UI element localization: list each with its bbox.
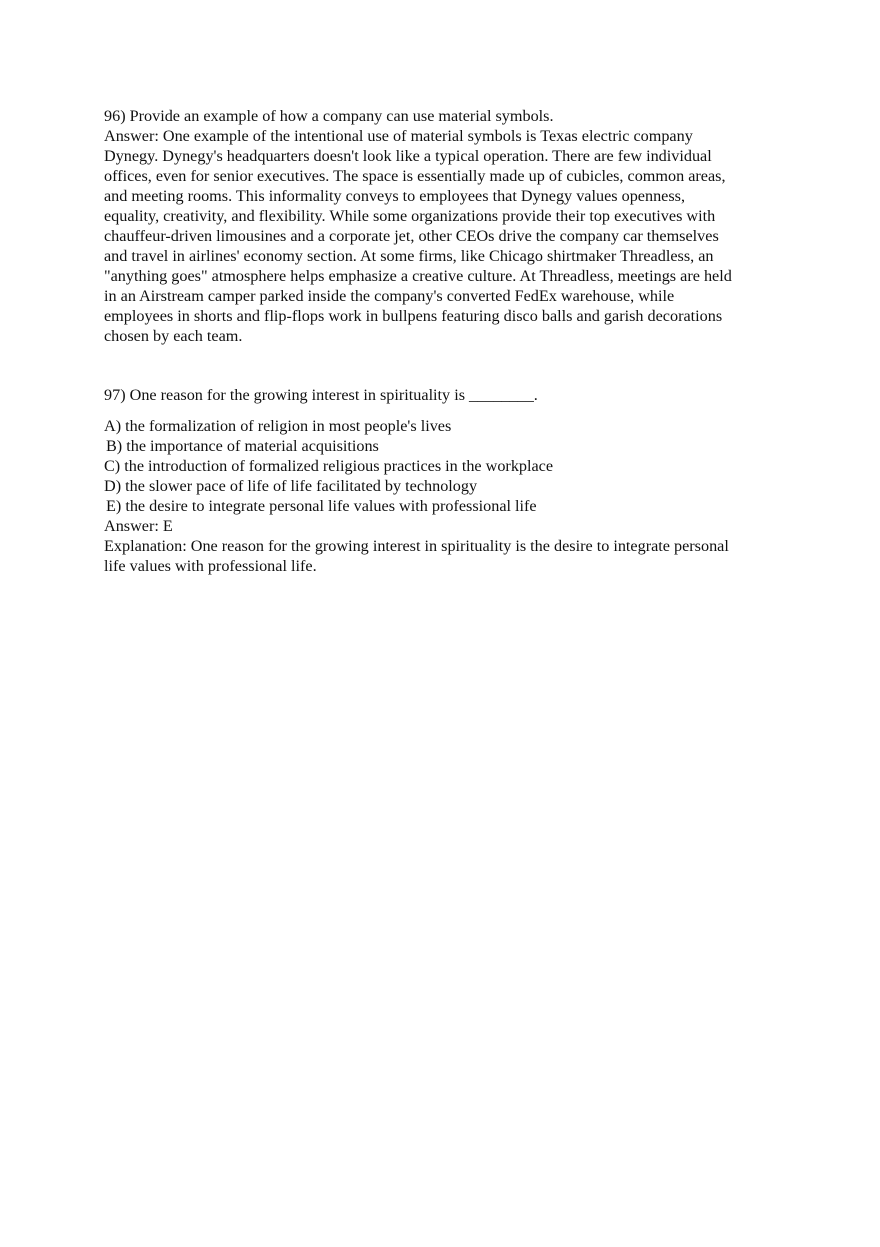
answer-96-line: offices, even for senior executives. The space is essentially made up of cubicles, common areas, [104,167,726,185]
answer-96-line: chauffeur-driven limousines and a corporate jet, other CEOs drive the company car themselves [104,227,719,245]
answer-96-line: "anything goes" atmosphere helps emphasize a creative culture. At Threadless, meetings are held [104,267,732,285]
explanation-97-line: Explanation: One reason for the growing interest in spirituality is the desire to integrate personal [104,537,729,555]
question-96-text: 96) Provide an example of how a company can use material symbols. [104,107,554,125]
choice-e: E) the desire to integrate personal life values with professional life [106,497,537,515]
answer-96-line: and travel in airlines' economy section. At some firms, like Chicago shirtmaker Threadless, an [104,247,714,265]
choice-c: C) the introduction of formalized religious practices in the workplace [104,457,554,475]
question-97-choices [104,416,794,576]
choice-b: B) the importance of material acquisitions [106,437,379,455]
answer-96-line: Dynegy. Dynegy's headquarters doesn't look like a typical operation. There are few individual [104,147,712,165]
answer-97: Answer: E [104,517,173,535]
choice-d: D) the slower pace of life of life facilitated by technology [104,477,478,495]
question-97-text: 97) One reason for the growing interest in spirituality is ________. [104,386,538,404]
document-page [104,106,794,576]
choice-a: A) the formalization of religion in most people's lives [104,417,452,435]
answer-96-line: employees in shorts and flip-flops work in bullpens featuring disco balls and garish decorations [104,307,723,325]
answer-96-line: Answer: One example of the intentional use of material symbols is Texas electric company [104,127,693,145]
answer-96-line: equality, creativity, and flexibility. While some organizations provide their top executives with [104,207,716,225]
answer-96-line: chosen by each team. [104,327,243,345]
question-97 [104,385,794,405]
answer-96-line: and meeting rooms. This informality conveys to employees that Dynegy values openness, [104,187,685,205]
question-96 [104,106,794,346]
answer-96-line: in an Airstream camper parked inside the company's converted FedEx warehouse, while [104,287,675,305]
explanation-97-line: life values with professional life. [104,557,317,575]
